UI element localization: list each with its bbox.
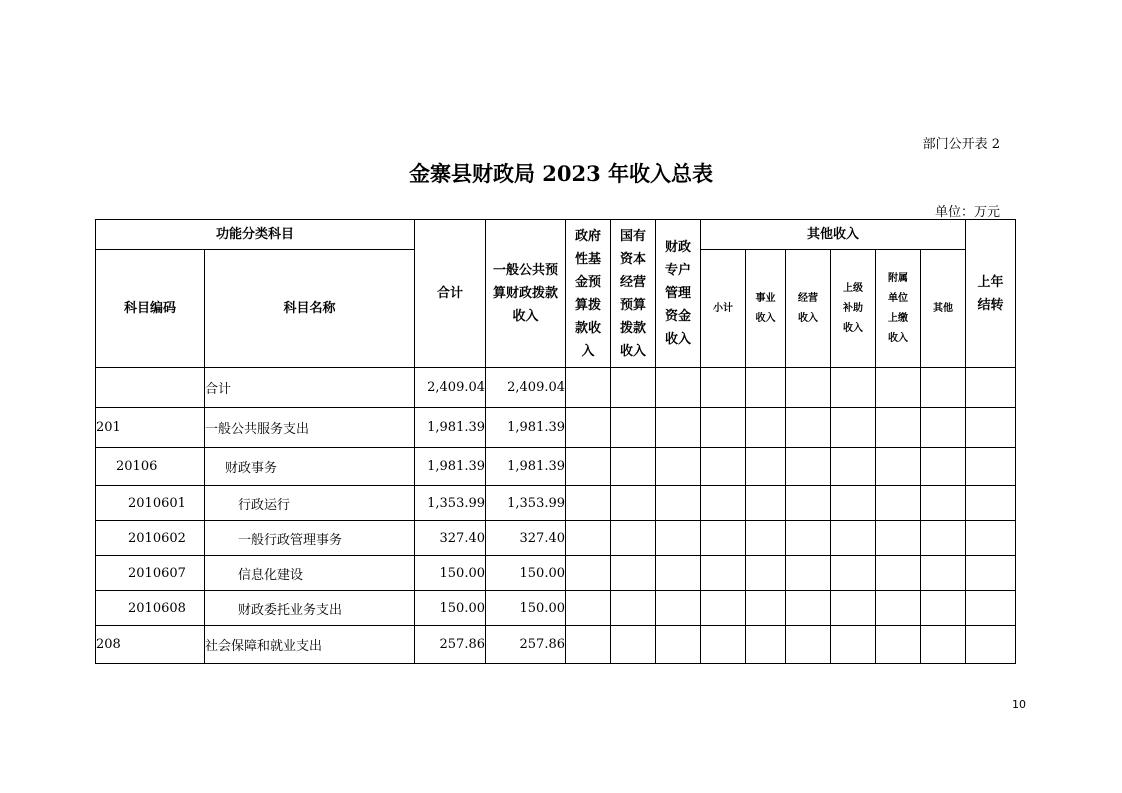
row-total: 257.86	[415, 626, 486, 664]
header-func-class: 功能分类科目	[96, 220, 415, 250]
row-code: 2010601	[96, 486, 205, 521]
header-gov-fund: 政府性基金预算拨款收入	[566, 220, 611, 368]
header-other-business: 事业收入	[746, 250, 786, 368]
page-title: 金寨县财政局 2023 年收入总表	[408, 161, 714, 186]
table-row	[96, 626, 1016, 664]
row-code: 201	[96, 408, 205, 448]
row-code: 20106	[96, 448, 205, 486]
row-total: 1,353.99	[415, 486, 486, 521]
header-other-misc: 其他	[921, 250, 966, 368]
header-code: 科目编码	[96, 250, 205, 368]
page-number: 10	[1012, 698, 1026, 711]
row-general: 150.00	[486, 556, 566, 591]
table-number-label: 部门公开表 2	[922, 137, 1000, 152]
table-row	[96, 408, 1016, 448]
table-row	[96, 521, 1016, 556]
header-other-operating: 经营收入	[786, 250, 831, 368]
table-row	[96, 556, 1016, 591]
row-name: 行政运行	[205, 486, 415, 521]
table-row	[96, 486, 1016, 521]
header-state-capital: 国有资本经营预算拨款收入	[611, 220, 656, 368]
row-total: 327.40	[415, 521, 486, 556]
income-summary-table	[95, 219, 1016, 664]
row-general: 1,981.39	[486, 448, 566, 486]
row-total: 1,981.39	[415, 408, 486, 448]
header-carryover: 上年结转	[966, 220, 1016, 368]
row-name: 合计	[205, 368, 415, 408]
header-total: 合计	[415, 220, 486, 368]
header-other-superior-subsidy: 上级补助收入	[831, 250, 876, 368]
row-total: 150.00	[415, 591, 486, 626]
row-general: 2,409.04	[486, 368, 566, 408]
row-total: 2,409.04	[415, 368, 486, 408]
row-name: 财政委托业务支出	[205, 591, 415, 626]
table-row	[96, 368, 1016, 408]
row-name: 一般公共服务支出	[205, 408, 415, 448]
header-other-affiliated: 附属单位上缴收入	[876, 250, 921, 368]
header-other-subtotal: 小计	[701, 250, 746, 368]
row-code: 2010607	[96, 556, 205, 591]
row-general: 257.86	[486, 626, 566, 664]
row-name: 一般行政管理事务	[205, 521, 415, 556]
row-name: 信息化建设	[205, 556, 415, 591]
unit-label: 单位：万元	[934, 205, 1000, 220]
row-name: 社会保障和就业支出	[205, 626, 415, 664]
row-code: 208	[96, 626, 205, 664]
row-general: 1,981.39	[486, 408, 566, 448]
header-other-income: 其他收入	[701, 220, 966, 250]
row-general: 1,353.99	[486, 486, 566, 521]
row-total: 1,981.39	[415, 448, 486, 486]
row-total: 150.00	[415, 556, 486, 591]
header-general-budget: 一般公共预算财政拨款收入	[486, 220, 566, 368]
row-general: 150.00	[486, 591, 566, 626]
row-name: 财政事务	[205, 448, 415, 486]
row-general: 327.40	[486, 521, 566, 556]
row-code	[96, 368, 205, 408]
header-fiscal-special: 财政专户管理资金收入	[656, 220, 701, 368]
row-code: 2010602	[96, 521, 205, 556]
table-row	[96, 448, 1016, 486]
header-name: 科目名称	[205, 250, 415, 368]
table-row	[96, 591, 1016, 626]
row-code: 2010608	[96, 591, 205, 626]
